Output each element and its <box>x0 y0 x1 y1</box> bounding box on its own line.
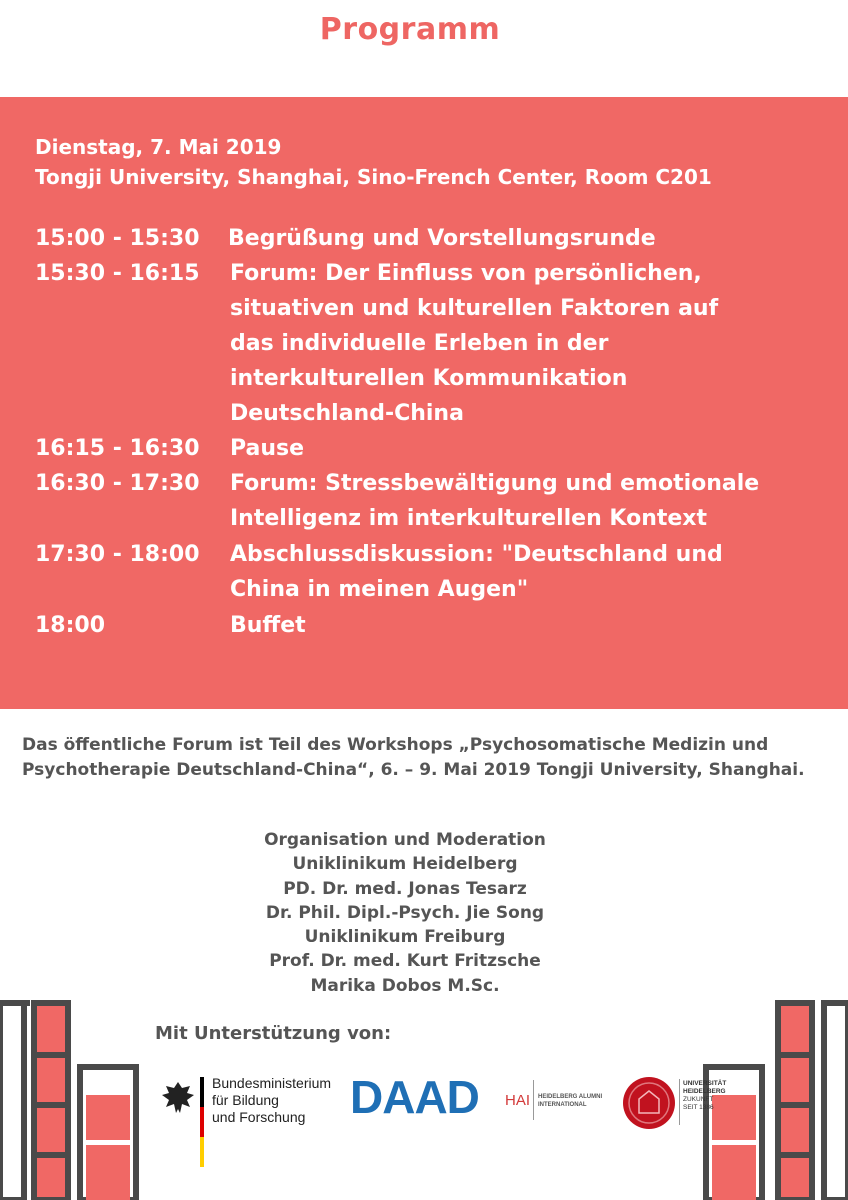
organisation-line: Dr. Phil. Dipl.-Psych. Jie Song <box>265 902 545 923</box>
schedule-desc: Pause <box>230 436 305 461</box>
page-title: Programm <box>319 12 501 47</box>
hai-divider <box>533 1080 534 1120</box>
schedule-time: 16:15 - 16:30 <box>35 436 200 461</box>
daad-logo: DAAD <box>350 1071 479 1123</box>
left-frame-decoration <box>0 995 140 1200</box>
event-info <box>35 132 712 192</box>
bmbf-line: Bundesministerium <box>212 1075 332 1091</box>
bmbf-line: für Bildung <box>212 1092 279 1108</box>
support-label: Mit Unterstützung von: <box>155 1023 392 1044</box>
uni-line: ZUKUNFT <box>683 1096 714 1103</box>
bmbf-logo <box>160 1075 340 1170</box>
schedule-desc: Forum: Der Einfluss von persönlichen, situativen und kulturellen Faktoren auf das individuelle Erleben in der interkulturellen Kommunikation Deutschland-China <box>230 261 719 426</box>
organisation-line: Uniklinikum Heidelberg <box>292 854 518 875</box>
schedule-desc: Begrüßung und Vorstellungsrunde <box>228 226 656 251</box>
organisation-line: Uniklinikum Freiburg <box>304 927 506 948</box>
uni-line: SEIT 1386 <box>683 1104 714 1111</box>
uni-heidelberg-logo <box>621 1075 731 1133</box>
organisation-heading: Organisation und Moderation <box>264 830 546 850</box>
organisation-block <box>200 828 610 998</box>
uni-divider <box>679 1079 680 1125</box>
schedule-desc: Abschlussdiskussion: "Deutschland und China in meinen Augen" <box>230 542 723 602</box>
uni-line: UNIVERSITÄT <box>683 1080 727 1087</box>
hai-line: HEIDELBERG ALUMNI <box>538 1094 603 1100</box>
eagle-icon <box>160 1079 196 1119</box>
schedule-time: 15:00 - 15:30 <box>35 226 200 251</box>
seal-icon <box>621 1075 677 1131</box>
hai-line: INTERNATIONAL <box>538 1102 587 1108</box>
schedule-desc: Buffet <box>230 613 306 638</box>
schedule-time: 18:00 <box>35 613 106 638</box>
schedule-time: 17:30 - 18:00 <box>35 542 200 567</box>
schedule-time: 16:30 - 17:30 <box>35 471 200 496</box>
uni-line: HEIDELBERG <box>683 1088 726 1095</box>
hai-logo <box>505 1078 615 1123</box>
organisation-line: PD. Dr. med. Jonas Tesarz <box>283 878 527 899</box>
workshop-note: Das öffentliche Forum ist Teil des Workshops „Psychosomatische Medizin und Psychotherapie Deutschland-China“, 6. – 9. Mai 2019 Tongji University, Shanghai. <box>22 735 805 780</box>
organisation-line: Marika Dobos M.Sc. <box>310 975 500 996</box>
event-location: Tongji University, Shanghai, Sino-French Center, Room C201 <box>35 165 712 189</box>
hai-abbr: HAI <box>505 1092 531 1109</box>
organisation-line: Prof. Dr. med. Kurt Fritzsche <box>269 951 541 972</box>
bmbf-line: und Forschung <box>212 1109 306 1125</box>
schedule-time: 15:30 - 16:15 <box>35 261 200 286</box>
event-date: Dienstag, 7. Mai 2019 <box>35 135 282 159</box>
flag-stripe <box>200 1077 204 1165</box>
schedule-desc: Forum: Stressbewältigung und emotionale Intelligenz im interkulturellen Kontext <box>230 471 760 531</box>
